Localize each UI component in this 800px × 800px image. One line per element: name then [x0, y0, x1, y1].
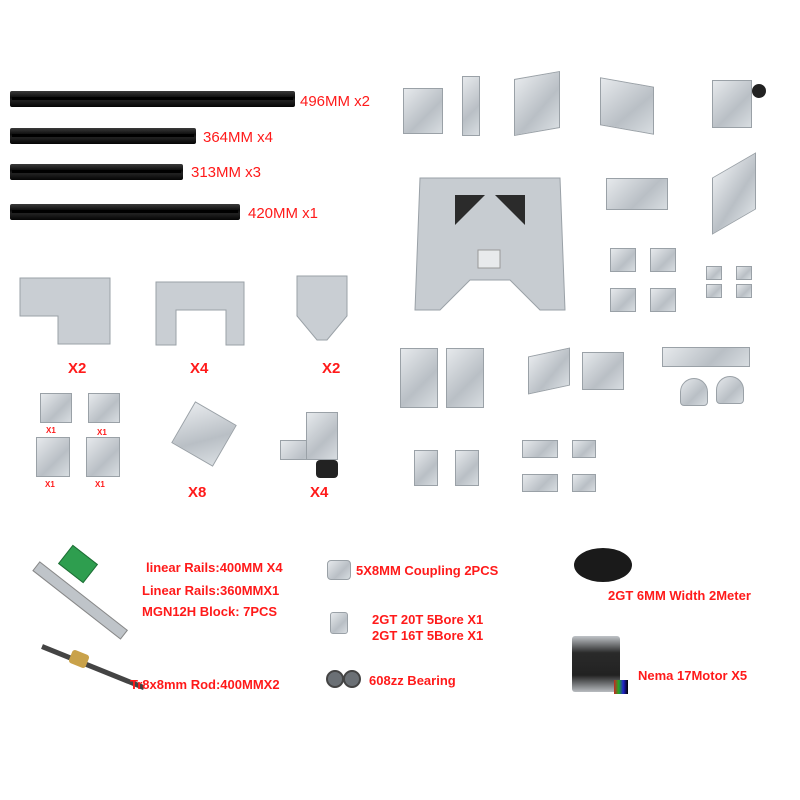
- extrusion-420mm-label: 420MM x1: [248, 205, 319, 222]
- extrusion-364mm: [10, 128, 196, 144]
- corner-plate-l-label: X2: [68, 360, 87, 377]
- u-bracket-1: [522, 440, 558, 458]
- extrusion-496mm-label: 496MM x2: [300, 93, 371, 110]
- endstop-bracket-1: [528, 348, 570, 395]
- y-carriage-plate: [400, 170, 580, 320]
- endstop-bracket-2: [582, 352, 624, 390]
- small-bracket-1-qty: X1: [46, 426, 56, 435]
- corner-plate-u: [156, 282, 246, 347]
- belt-roll: [574, 548, 632, 582]
- small-bracket-3: [36, 437, 70, 477]
- mgn12h-block: [58, 545, 98, 584]
- small-clip-4: [736, 284, 752, 298]
- coupling: [327, 560, 351, 580]
- lead-screw-label: Tr8x8mm Rod:400MMX2: [130, 677, 280, 692]
- extrusion-313mm: [10, 164, 183, 180]
- foot-block: [306, 412, 338, 460]
- rails-line-3: MGN12H Block: 7PCS: [142, 604, 278, 619]
- u-bracket-4: [572, 474, 596, 492]
- motor-wires: [614, 680, 628, 694]
- y-belt-holder-3: [610, 288, 636, 312]
- x-carriage-bracket: [403, 88, 443, 134]
- y-belt-holder-4: [650, 288, 676, 312]
- belt-tensioner: [712, 80, 752, 128]
- small-clip-1: [706, 266, 722, 280]
- small-bracket-4: [86, 437, 120, 477]
- plate-small-1: [414, 450, 438, 486]
- bearing-label: 608zz Bearing: [369, 673, 456, 688]
- y-belt-holder-2: [650, 248, 676, 272]
- extrusion-313mm-label: 313MM x3: [191, 164, 262, 181]
- corner-block-label: X8: [188, 484, 207, 501]
- extruder-block: [514, 71, 560, 136]
- corner-plate-u-label: X4: [190, 360, 209, 377]
- x-end-motor: [400, 348, 438, 408]
- plate-small-2: [455, 450, 479, 486]
- small-bracket-1: [40, 393, 72, 423]
- motor-mount-plate: [600, 77, 654, 135]
- extrusion-496mm: [10, 91, 295, 107]
- bearing-1: [326, 670, 344, 688]
- small-bracket-3-qty: X1: [45, 480, 55, 489]
- corner-plate-t-label: X2: [322, 360, 341, 377]
- round-mount-2: [716, 376, 744, 404]
- corner-plate-t: [297, 276, 349, 342]
- round-mount-1: [680, 378, 708, 406]
- belt-label: 2GT 6MM Width 2Meter: [608, 588, 751, 603]
- bearing-2: [343, 670, 361, 688]
- corner-block: [171, 401, 237, 467]
- pulley-16t-label: 2GT 16T 5Bore X1: [372, 628, 484, 643]
- extrusion-364mm-label: 364MM x4: [203, 129, 274, 146]
- small-bracket-2: [88, 393, 120, 423]
- bed-bracket-1: [662, 347, 750, 367]
- y-belt-holder-1: [610, 248, 636, 272]
- small-bracket-4-qty: X1: [95, 480, 105, 489]
- small-clip-3: [706, 284, 722, 298]
- small-bracket-2-qty: X1: [97, 428, 107, 437]
- small-clip-2: [736, 266, 752, 280]
- corner-plate-l: [20, 278, 115, 346]
- x-end-idler-2: [446, 348, 484, 408]
- u-bracket-2: [572, 440, 596, 458]
- z-rod-holder: [462, 76, 480, 136]
- u-bracket-3: [522, 474, 558, 492]
- rails-line-2: Linear Rails:360MMX1: [142, 583, 280, 598]
- rails-line-1: linear Rails:400MM X4: [146, 560, 283, 575]
- tensioner-knob: [752, 84, 766, 98]
- pulley: [330, 612, 348, 634]
- foot-pad: [316, 460, 338, 478]
- x-end-idler: [606, 178, 668, 210]
- foot-label: X4: [310, 484, 329, 501]
- extrusion-420mm: [10, 204, 240, 220]
- coupling-label: 5X8MM Coupling 2PCS: [356, 563, 499, 578]
- nema17-motor: [572, 636, 620, 692]
- pulley-20t-label: 2GT 20T 5Bore X1: [372, 612, 484, 627]
- motor-label: Nema 17Motor X5: [638, 668, 748, 683]
- z-motor-bracket: [712, 152, 756, 234]
